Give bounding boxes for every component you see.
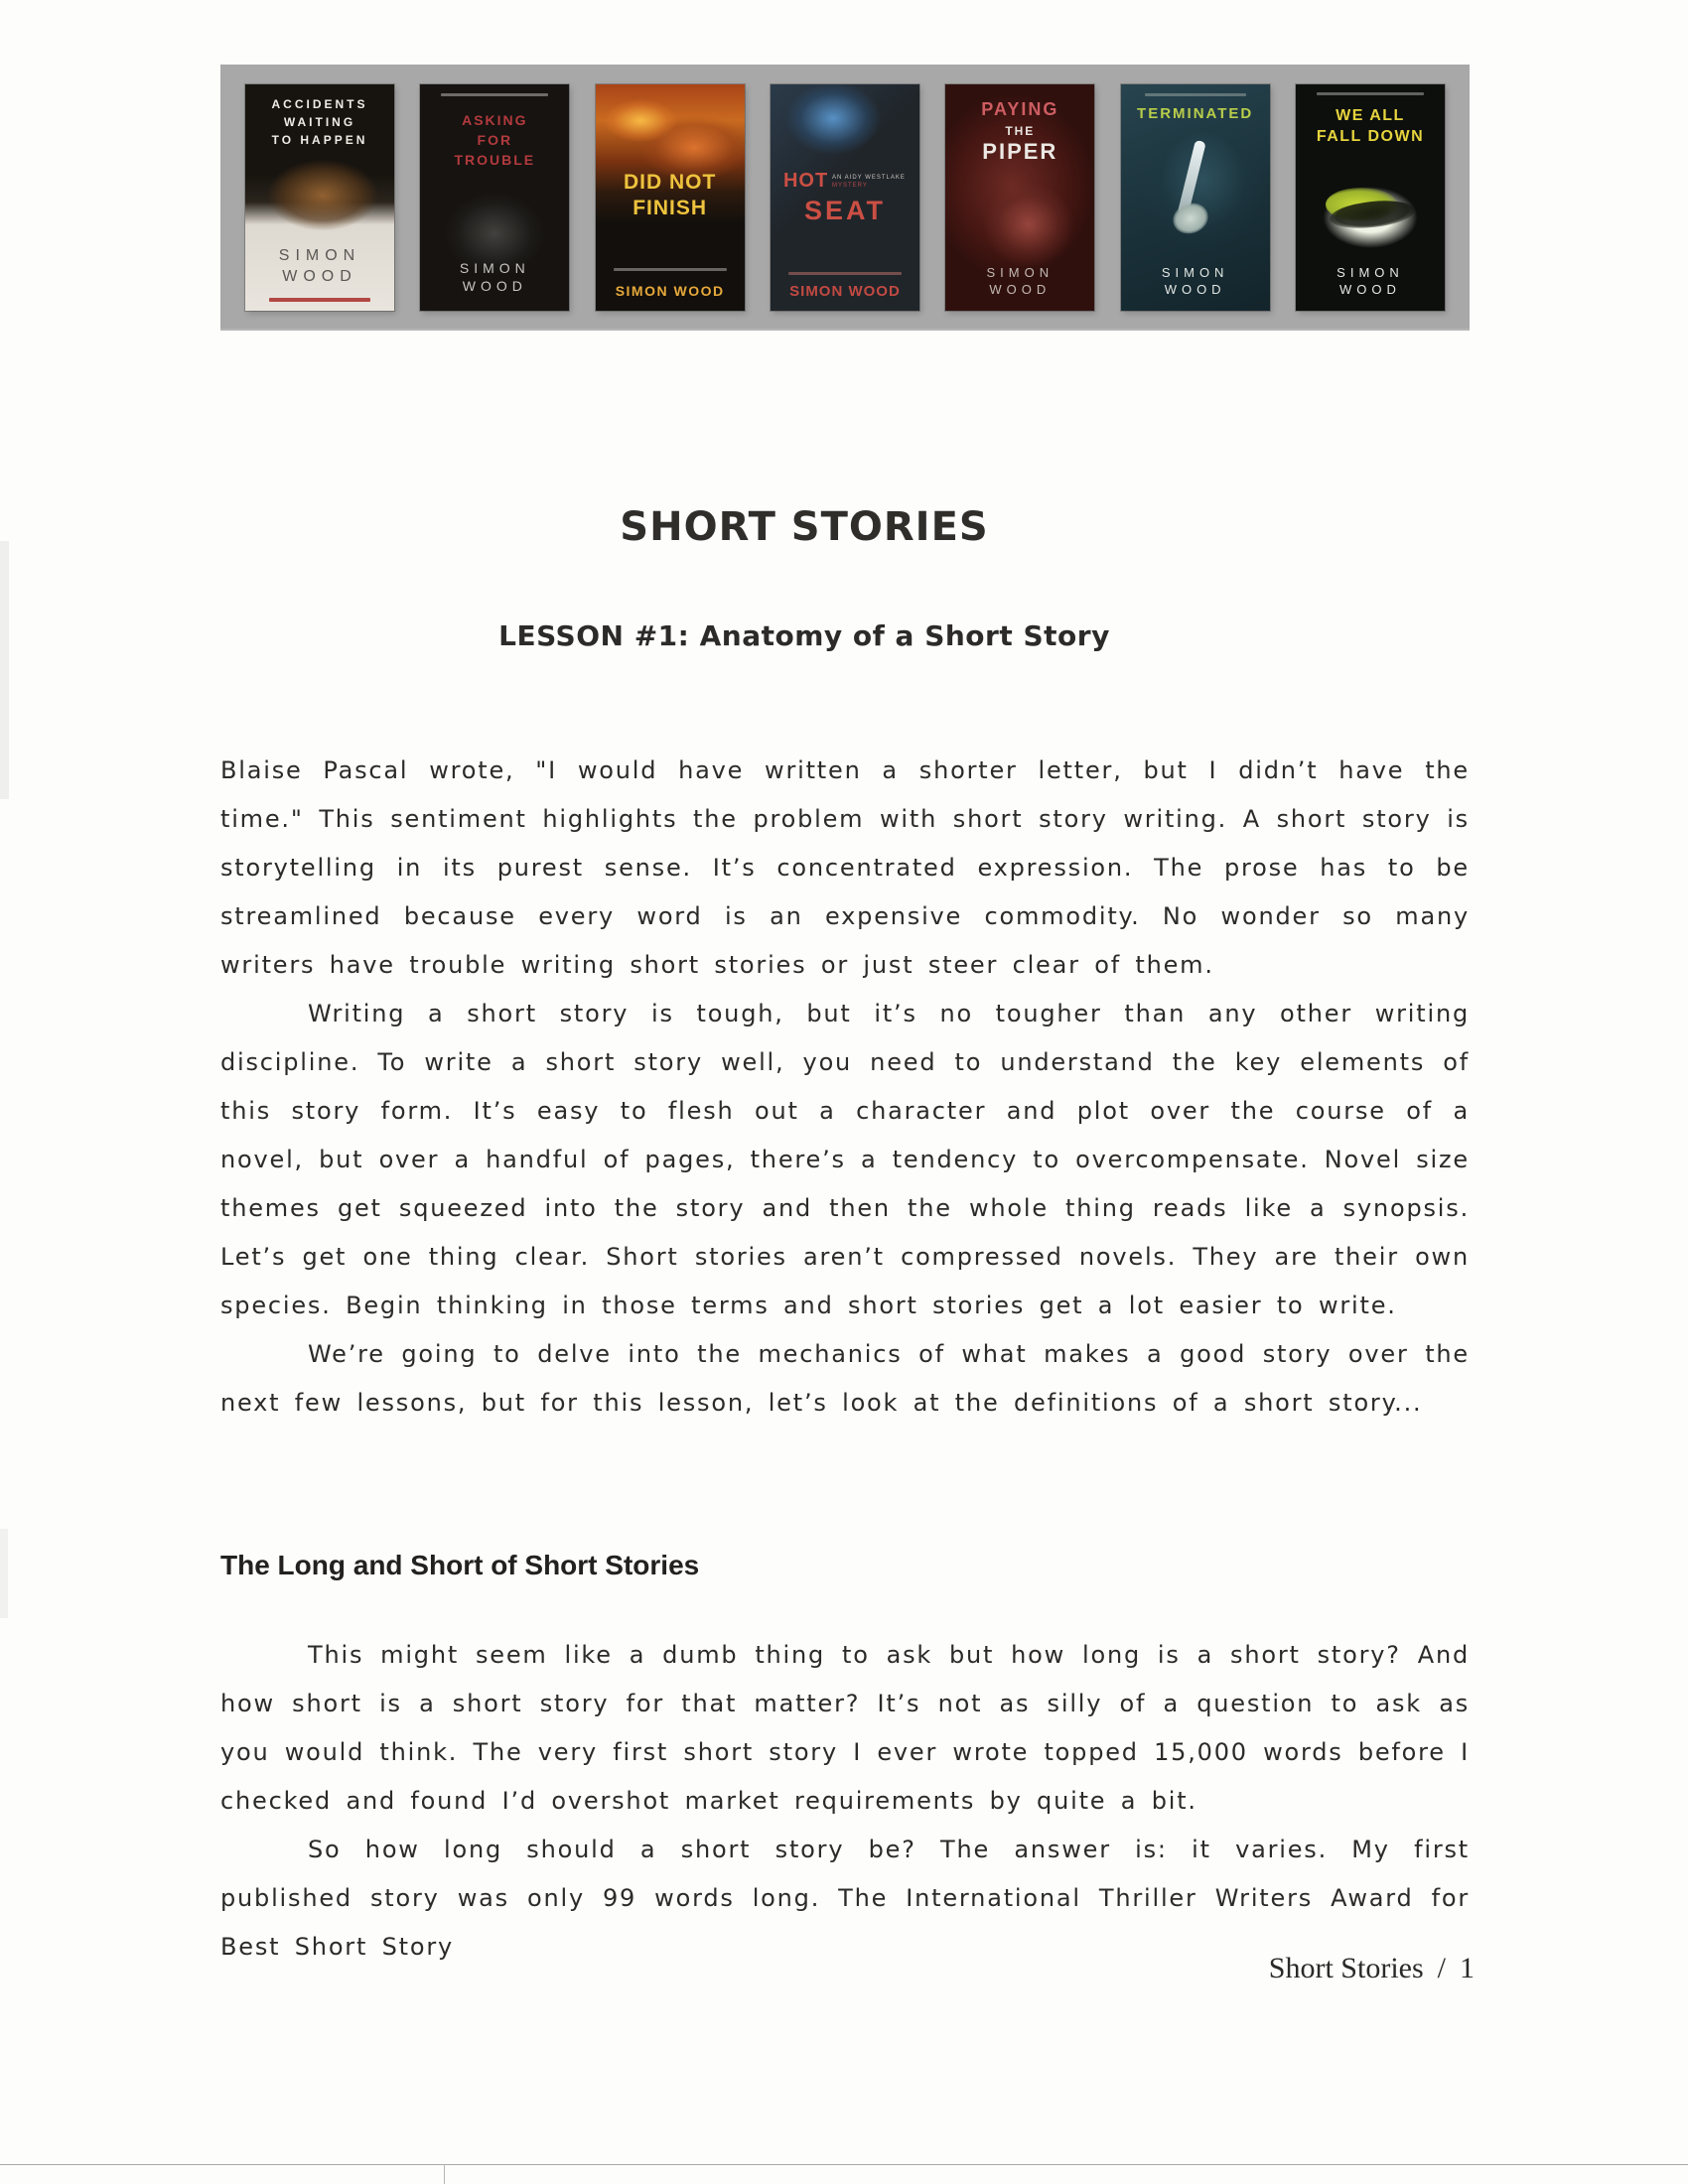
cover-author	[945, 264, 1094, 298]
cover-title-line: FOR	[477, 132, 513, 148]
cover-series-line: AN AIDY WESTLAKE	[831, 175, 906, 181]
cover-title-line: FINISH	[633, 197, 708, 219]
cover-series-line: MYSTERY	[831, 183, 868, 189]
body-paragraph: So how long should a short story be? The answer is: it varies. My first published story was only 99 words long. The International Thriller Writers Award for Best Short Story	[220, 1836, 1470, 1961]
cover-title-line: PIPER	[982, 139, 1058, 164]
cover-title-line: PAYING	[981, 99, 1059, 119]
cover-author-line: SIMON	[986, 265, 1055, 280]
cover-title-line: WAITING	[283, 115, 356, 129]
cover-author	[1296, 264, 1445, 298]
section-heading: The Long and Short of Short Stories	[220, 1550, 700, 1580]
book-cover-accidents-waiting-to-happen	[245, 84, 394, 311]
lesson-heading: LESSON #1: Anatomy of a Short Story	[498, 619, 1110, 652]
footer-separator: /	[1437, 1952, 1446, 1984]
book-covers-banner	[220, 65, 1470, 331]
scan-artifact-bottom-line	[0, 2164, 1688, 2165]
book-cover-asking-for-trouble	[420, 84, 569, 311]
book-cover-hot-seat	[771, 84, 919, 311]
body-text-column	[220, 747, 1470, 1972]
cover-title-line: HOT	[782, 170, 829, 192]
cover-title-line: TO HAPPEN	[271, 133, 368, 147]
cover-author-line: WOOD	[1164, 282, 1226, 297]
cover-author-line: SIMON	[278, 247, 361, 264]
scan-artifact-left-edge	[0, 1529, 8, 1618]
cover-author	[771, 283, 919, 300]
cover-title-line: DID NOT	[623, 171, 717, 194]
cover-author-line: WOOD	[282, 268, 357, 285]
cover-title-line: TERMINATED	[1137, 105, 1254, 122]
cover-title-line: SEAT	[803, 196, 886, 225]
cover-tagline-bar	[614, 268, 727, 271]
cover-author-line: WOOD	[462, 278, 527, 294]
cover-author-line: SIMON WOOD	[615, 283, 725, 299]
cover-title-line: ASKING	[462, 112, 528, 128]
cover-author	[245, 245, 394, 287]
cover-author-line: SIMON	[1336, 265, 1404, 280]
cover-tagline-bar	[1145, 93, 1246, 96]
body-paragraph: We’re going to delve into the mechanics of what makes a good story over the next few lessons, but for this lesson, let’s look at the definitions of a short story...	[220, 1340, 1470, 1417]
footer-page-number: 1	[1460, 1952, 1475, 1984]
cover-series-text	[832, 174, 912, 190]
body-paragraph: Writing a short story is tough, but it’s no tougher than any other writing discipline. To write a short story well, you need to understand the key elements of this story form. It’s easy to flesh out a character and plot over the course of a novel, but over a handful of pages, there’s a tendency to overcompensate. Novel size themes get squeezed into the story and then the whole thing reads like a synopsis. Let’s get one thing clear. Short stories aren’t compressed novels. They are their own species. Begin thinking in those terms and short stories get a lot easier to write.	[220, 1000, 1470, 1319]
body-paragraph: This might seem like a dumb thing to ask but how long is a short story? And how short is a short story for that matter? It’s not as silly of a question to ask as you would think. The very first short story I ever wrote topped 15,000 words before I checked and found I’d overshot market requirements by quite a bit.	[220, 1641, 1470, 1815]
cover-tagline-bar	[441, 93, 548, 96]
cover-title	[245, 95, 394, 149]
cover-author-line: WOOD	[989, 282, 1052, 297]
cover-tagline-bar	[269, 298, 370, 302]
cover-title	[1296, 105, 1445, 147]
cover-author-line: WOOD	[1339, 282, 1401, 297]
cover-title-line: TROUBLE	[454, 152, 536, 168]
cover-author-line: SIMON	[459, 260, 530, 276]
cover-author	[1121, 264, 1270, 298]
cover-title-line: FALL DOWN	[1316, 128, 1425, 145]
footer-title: Short Stories	[1268, 1952, 1424, 1984]
scan-artifact-left-edge	[0, 541, 9, 799]
cover-title	[596, 170, 745, 221]
cover-author	[420, 259, 569, 295]
book-cover-did-not-finish	[596, 84, 745, 311]
cover-title	[420, 110, 569, 170]
book-cover-terminated	[1121, 84, 1270, 311]
cover-title-line: ACCIDENTS	[271, 97, 368, 111]
cover-title-line: THE	[1005, 124, 1036, 138]
hand-graphic	[1169, 199, 1212, 239]
cover-tagline-bar	[1317, 92, 1424, 95]
cover-author-line: SIMON WOOD	[789, 283, 901, 300]
cover-author-line: SIMON	[1161, 265, 1229, 280]
cover-author	[596, 283, 745, 299]
book-cover-we-all-fall-down	[1296, 84, 1445, 311]
book-cover-paying-the-piper	[945, 84, 1094, 311]
cover-tagline-bar	[788, 272, 902, 275]
cover-title-line: WE ALL	[1336, 107, 1405, 124]
scan-artifact-bottom-tick	[444, 2164, 445, 2184]
page-footer	[220, 1952, 1475, 1985]
document-title: SHORT STORIES	[620, 504, 989, 550]
body-paragraph: Blaise Pascal wrote, "I would have written a shorter letter, but I didn’t have the time." This sentiment highlights the problem with short story writing. A short story is storytelling in its purest sense. It’s concentrated expression. The prose has to be streamlined because every word is an expensive commodity. No wonder so many writers have trouble writing short stories or just steer clear of them.	[220, 756, 1470, 979]
